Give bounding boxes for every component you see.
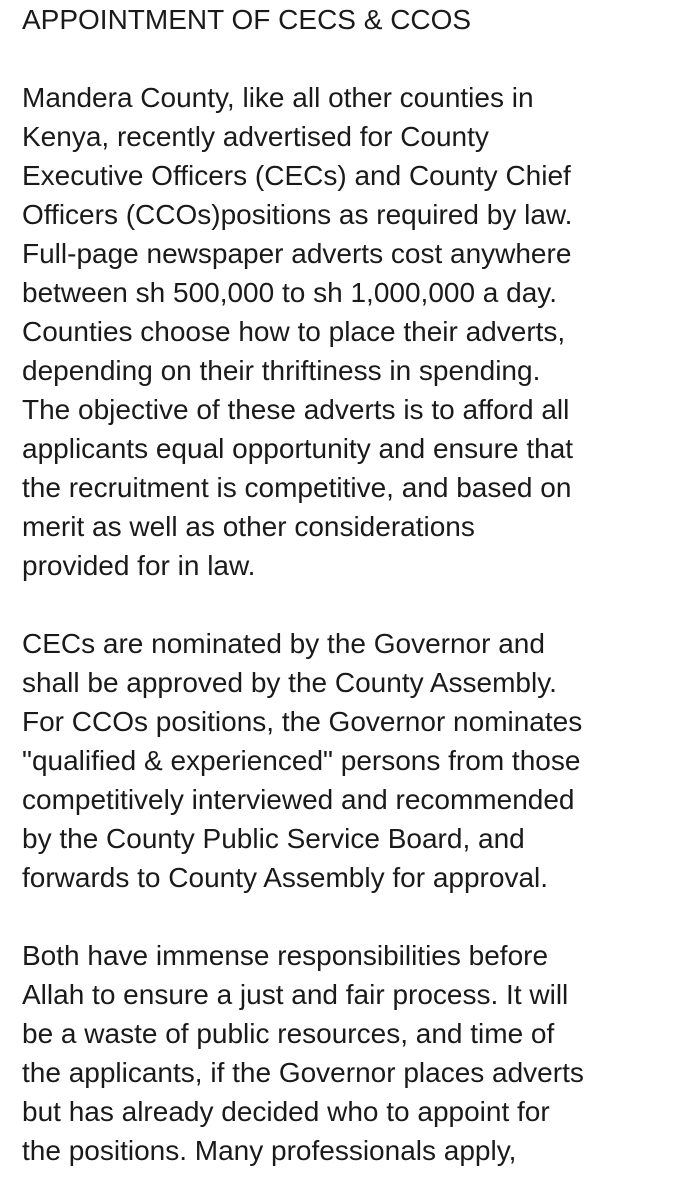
document-body xyxy=(22,0,672,1170)
paragraph-line: Officers (CCOs)positions as required by law. xyxy=(22,199,573,230)
paragraph-line: merit as well as other considerations xyxy=(22,511,475,542)
paragraph-3 xyxy=(22,936,672,1170)
paragraph-line: by the County Public Service Board, and xyxy=(22,823,525,854)
paragraph-line: For CCOs positions, the Governor nominates xyxy=(22,706,583,737)
paragraph-line: Both have immense responsibilities before xyxy=(22,940,549,971)
paragraph-line: the applicants, if the Governor places adverts xyxy=(22,1057,584,1088)
paragraph-line: shall be approved by the County Assembly. xyxy=(22,667,557,698)
document-title: APPOINTMENT OF CECS & CCOS xyxy=(22,4,472,35)
paragraph-line: Mandera County, like all other counties in xyxy=(22,82,534,113)
paragraph-line: provided for in law. xyxy=(22,550,256,581)
paragraph-line: be a waste of public resources, and time of xyxy=(22,1018,555,1049)
paragraph-line: Counties choose how to place their adverts, xyxy=(22,316,566,347)
paragraph-line: depending on their thriftiness in spending. xyxy=(22,355,541,386)
paragraph-line: "qualified & experienced" persons from those xyxy=(22,745,581,776)
paragraph-2 xyxy=(22,624,672,897)
paragraph-1 xyxy=(22,78,672,585)
paragraph-line: CECs are nominated by the Governor and xyxy=(22,628,545,659)
paragraph-line: between sh 500,000 to sh 1,000,000 a day. xyxy=(22,277,558,308)
paragraph-line: applicants equal opportunity and ensure that xyxy=(22,433,574,464)
paragraph-line: forwards to County Assembly for approval. xyxy=(22,862,549,893)
paragraph-line: Executive Officers (CECs) and County Chief xyxy=(22,160,571,191)
paragraph-line: but has already decided who to appoint for xyxy=(22,1096,550,1127)
paragraph-line: The objective of these adverts is to afford all xyxy=(22,394,570,425)
paragraph-line: the recruitment is competitive, and based on xyxy=(22,472,572,503)
paragraph-line: Allah to ensure a just and fair process. It will xyxy=(22,979,569,1010)
paragraph-line: Full-page newspaper adverts cost anywhere xyxy=(22,238,572,269)
paragraph-line: competitively interviewed and recommended xyxy=(22,784,575,815)
paragraph-line: the positions. Many professionals apply, xyxy=(22,1135,517,1166)
paragraph-line: Kenya, recently advertised for County xyxy=(22,121,489,152)
